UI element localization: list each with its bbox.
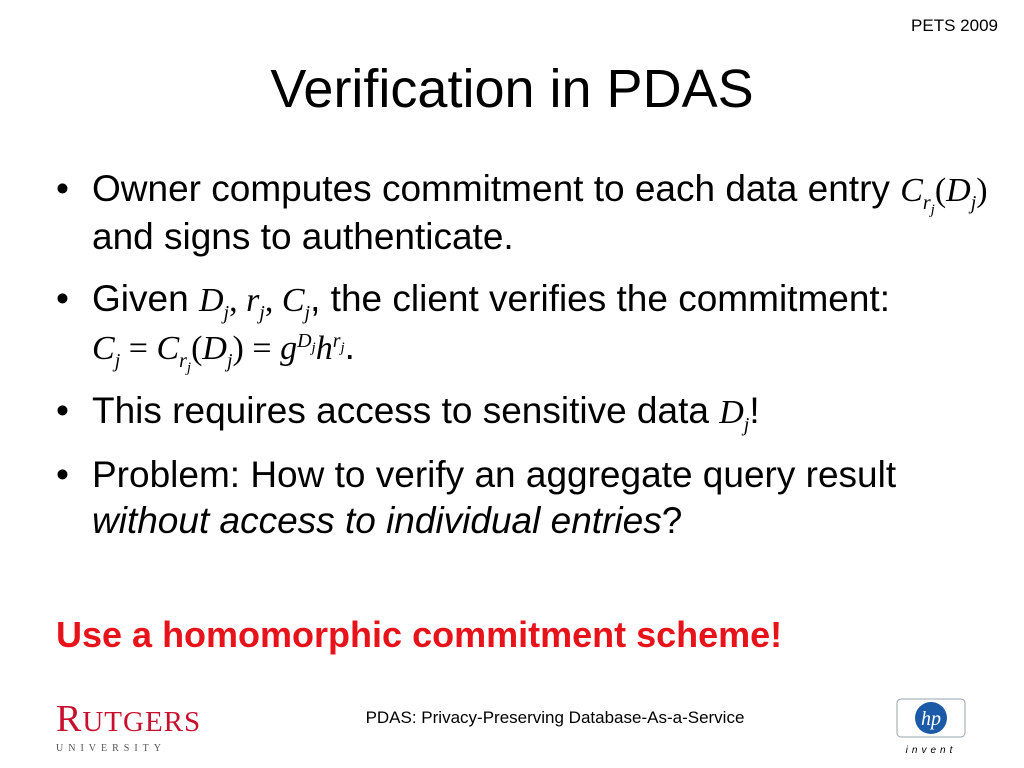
slide-title: Verification in PDAS: [270, 59, 754, 119]
bullet-dot: •: [56, 278, 69, 319]
hp-logo: [896, 698, 966, 754]
math-data: $D_j$: [719, 394, 750, 436]
bullet-text: This requires access to sensitive data: [92, 390, 709, 431]
bullet-item: [56, 166, 996, 260]
hp-tagline: invent: [905, 745, 957, 756]
footer-caption: PDAS: Privacy-Preserving Database-As-a-Service: [365, 708, 745, 727]
math-given: $D_j$, $r_j$, $C_j$: [198, 282, 311, 324]
bullet-text: !: [749, 390, 760, 431]
bullet-dot: •: [56, 454, 69, 495]
hp-mark-icon: [896, 698, 966, 738]
bullet-text: Given: [92, 278, 189, 319]
conclusion-text: Use a homomorphic commitment scheme!: [56, 614, 783, 655]
bullet-emphasis: without access to individual entries: [92, 500, 662, 541]
bullet-text: .: [344, 326, 355, 367]
bullet-text: ?: [661, 500, 683, 541]
bullet-text: , the client verifies the commitment:: [310, 278, 890, 319]
bullet-text: Problem: How to verify an aggregate query result: [92, 454, 897, 495]
math-equation: $C_j = C_{r_j}(D_j) = g^{D_j}h^{r_j}$: [92, 329, 345, 376]
bullet-dot: •: [56, 168, 69, 209]
bullet-item: [56, 388, 996, 436]
bullet-text: Owner computes commitment to each data entry: [92, 168, 890, 209]
rutgers-word: UTGERS: [82, 706, 202, 738]
bullet-text: and signs to authenticate.: [92, 216, 514, 257]
bullet-list: [56, 166, 996, 560]
rutgers-subtitle: UNIVERSITY: [56, 743, 166, 754]
conference-label: PETS 2009: [911, 16, 998, 35]
bullet-item: [56, 276, 996, 376]
math-commitment: $C_{r_j}(D_j)$: [900, 172, 988, 218]
rutgers-initial: R: [56, 698, 83, 740]
bullet-item: [56, 452, 996, 544]
bullet-dot: •: [56, 390, 69, 431]
svg-text:hp: hp: [921, 708, 941, 730]
